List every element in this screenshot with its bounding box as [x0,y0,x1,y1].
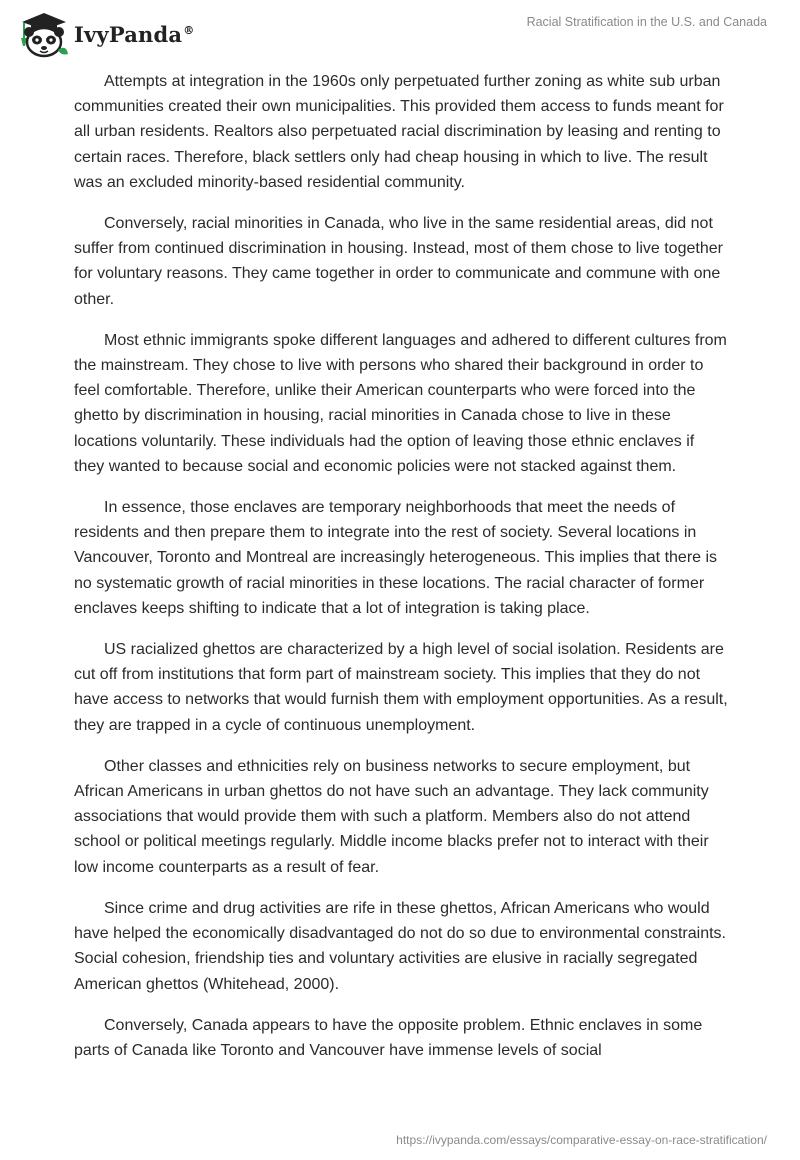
registered-mark: ® [183,23,195,37]
paragraph: Attempts at integration in the 1960s only perpetuated further zoning as white sub urban communities created their own municipalities. This provided them access to funds meant for all urban residents. Realtors also perpetuated racial discrimination by leasing and renting to certain races. Therefore, black settlers only had cheap housing in which to live. The result was an excluded minority-based residential community. [74,73,724,191]
source-url[interactable]: https://ivypanda.com/essays/comparative-essay-on-race-stratification/ [396,1133,767,1147]
paragraph: Conversely, Canada appears to have the opposite problem. Ethnic enclaves in some parts of Canada like Toronto and Vancouver have immense levels of social [74,1016,703,1059]
paragraph: In essence, those enclaves are temporary neighborhoods that meet the needs of residents and then prepare them to integrate into the rest of society. Several locations in Vancouver, Toronto and Montreal are increasingly heterogeneous. This implies that there is no systematic growth of racial minorities in these locations. The racial character of former enclaves keeps shifting to indicate that a lot of integration is taking place. [74,499,718,617]
document-title: Racial Stratification in the U.S. and Canada [526,15,767,29]
panda-graduate-icon [14,8,70,60]
brand-logo[interactable] [14,8,194,60]
paragraph: Conversely, racial minorities in Canada, who live in the same residential areas, did not suffer from continued discrimination in housing. Instead, most of them chose to live together for voluntary reasons. They came together in order to communicate and commune with one other. [74,215,723,308]
paragraph: US racialized ghettos are characterized by a high level of social isolation. Residents are cut off from institutions that form part of mainstream society. This implies that they do not have access to networks that would furnish them with employment opportunities. As a result, they are trapped in a cycle of continuous unemployment. [74,641,728,734]
page-header [0,0,800,70]
brand-name: IvyPanda® [74,21,195,47]
paragraph: Most ethnic immigrants spoke different languages and adhered to different cultures from the mainstream. They chose to live with persons who shared their background in order to feel comfortable. Therefore, unlike their American counterparts who were forced into the ghetto by discrimination in housing, racial minorities in Canada chose to live in these locations voluntarily. These individuals had the option of leaving those ethnic enclaves if they wanted to because social and economic policies were not stacked against them. [74,331,727,475]
paragraph: Other classes and ethnicities rely on business networks to secure employment, but African Americans in urban ghettos do not have such an advantage. They lack community associations that would provide them with such a platform. Members also do not attend school or political meetings regularly. Middle income blacks prefer not to interact with their low income counterparts as a result of fear. [74,757,709,876]
essay-body [74,69,728,1079]
paragraph: Since crime and drug activities are rife in these ghettos, African Americans who would have helped the economically disadvantaged do not do so due to environmental constraints. Social cohesion, friendship ties and voluntary activities are elusive in racially segregated American ghettos (Whitehead, 2000). [74,899,726,993]
